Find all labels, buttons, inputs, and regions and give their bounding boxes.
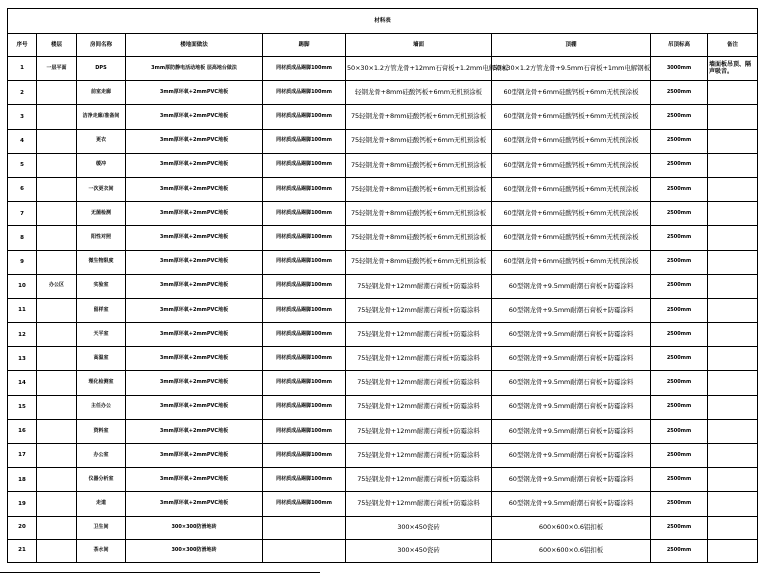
header-base: 踢脚	[263, 34, 346, 57]
cell-floor	[37, 250, 77, 274]
cell-note	[708, 153, 758, 177]
table-body	[8, 57, 758, 563]
cell-height: 2500mm	[651, 444, 708, 468]
cell-room: 理化检测室	[77, 371, 126, 395]
cell-index: 10	[8, 274, 37, 298]
cell-wall: 75轻钢龙骨+8mm硅酸钙板+6mm无机预涂板	[346, 129, 492, 153]
cell-ceiling: 600×600×0.6铝扣板	[492, 539, 651, 562]
cell-height: 2500mm	[651, 298, 708, 322]
cell-wall: 75轻钢龙骨+12mm耐潮石膏板+防霉涂料	[346, 468, 492, 492]
cell-note	[708, 492, 758, 516]
cell-room: 无菌检测	[77, 202, 126, 226]
cell-height: 2500mm	[651, 492, 708, 516]
cell-note	[708, 371, 758, 395]
cell-height: 2500mm	[651, 274, 708, 298]
cell-floor	[37, 153, 77, 177]
cell-floor-finish: 3mm厚环氧+2mmPVC地板	[126, 468, 263, 492]
cell-base: 同材质成品踢脚100mm	[263, 468, 346, 492]
cell-floor-finish: 3mm厚环氧+2mmPVC地板	[126, 153, 263, 177]
cell-floor	[37, 395, 77, 419]
cell-base: 同材质成品踢脚100mm	[263, 81, 346, 105]
table-row	[8, 105, 758, 129]
header-room: 房间名称	[77, 34, 126, 57]
cell-wall: 75轻钢龙骨+12mm耐潮石膏板+防霉涂料	[346, 395, 492, 419]
cell-floor-finish: 3mm厚环氧+2mmPVC地板	[126, 81, 263, 105]
cell-ceiling: 60型钢龙骨+9.5mm耐潮石膏板+防霉涂料	[492, 444, 651, 468]
cell-note	[708, 250, 758, 274]
material-table	[7, 8, 758, 563]
cell-room: 前室走廊	[77, 81, 126, 105]
cell-floor	[37, 516, 77, 539]
cell-floor	[37, 81, 77, 105]
cell-base: 同材质成品踢脚100mm	[263, 274, 346, 298]
table-row	[8, 419, 758, 443]
cell-floor	[37, 129, 77, 153]
header-floor: 楼层	[37, 34, 77, 57]
cell-room: 一次更衣间	[77, 177, 126, 201]
table-row	[8, 539, 758, 562]
table-row	[8, 57, 758, 81]
cell-note	[708, 202, 758, 226]
cell-room: 留样室	[77, 298, 126, 322]
cell-ceiling: 60型钢龙骨+9.5mm耐潮石膏板+防霉涂料	[492, 468, 651, 492]
cell-index: 8	[8, 226, 37, 250]
cell-floor-finish: 3mm厚环氧+2mmPVC地板	[126, 419, 263, 443]
cell-index: 18	[8, 468, 37, 492]
cell-base: 同材质成品踢脚100mm	[263, 323, 346, 347]
cell-ceiling: 60型钢龙骨+6mm硅酸钙板+6mm无机预涂板	[492, 81, 651, 105]
cell-floor	[37, 492, 77, 516]
cell-base: 同材质成品踢脚100mm	[263, 105, 346, 129]
cell-ceiling: 60型钢龙骨+9.5mm耐潮石膏板+防霉涂料	[492, 298, 651, 322]
cell-ceiling: 60型钢龙骨+9.5mm耐潮石膏板+防霉涂料	[492, 274, 651, 298]
cell-ceiling: 60型钢龙骨+9.5mm耐潮石膏板+防霉涂料	[492, 419, 651, 443]
cell-note	[708, 468, 758, 492]
cell-index: 4	[8, 129, 37, 153]
table-row	[8, 516, 758, 539]
cell-floor: 一层平面	[37, 57, 77, 81]
cell-base	[263, 539, 346, 562]
cell-note	[708, 539, 758, 562]
cell-height: 2500mm	[651, 202, 708, 226]
cell-floor-finish: 3mm厚环氧+2mmPVC地板	[126, 492, 263, 516]
cell-wall: 75轻钢龙骨+12mm耐潮石膏板+防霉涂料	[346, 274, 492, 298]
table-row	[8, 371, 758, 395]
cell-wall: 75轻钢龙骨+12mm耐潮石膏板+防霉涂料	[346, 444, 492, 468]
table-row	[8, 347, 758, 371]
cell-room: 微生物限度	[77, 250, 126, 274]
table-row	[8, 202, 758, 226]
cell-floor-finish: 3mm厚环氧+2mmPVC地板	[126, 298, 263, 322]
cell-ceiling: 60型钢龙骨+6mm硅酸钙板+6mm无机预涂板	[492, 129, 651, 153]
cell-wall: 75轻钢龙骨+12mm耐潮石膏板+防霉涂料	[346, 298, 492, 322]
cell-ceiling: 60型钢龙骨+9.5mm耐潮石膏板+防霉涂料	[492, 492, 651, 516]
cell-height: 2500mm	[651, 129, 708, 153]
table-row	[8, 274, 758, 298]
cell-ceiling: 60型钢龙骨+6mm硅酸钙板+6mm无机预涂板	[492, 105, 651, 129]
cell-index: 9	[8, 250, 37, 274]
cell-index: 13	[8, 347, 37, 371]
cell-floor-finish: 3mm厚环氧+2mmPVC地板	[126, 395, 263, 419]
cell-index: 12	[8, 323, 37, 347]
cell-ceiling: 60型钢龙骨+6mm硅酸钙板+6mm无机预涂板	[492, 226, 651, 250]
cell-base: 同材质成品踢脚100mm	[263, 371, 346, 395]
bottom-cut-line	[0, 572, 320, 573]
cell-index: 20	[8, 516, 37, 539]
table-row	[8, 153, 758, 177]
cell-floor-finish: 3mm厚环氧+2mmPVC地板	[126, 105, 263, 129]
cell-floor-finish: 3mm厚环氧+2mmPVC地板	[126, 274, 263, 298]
cell-base: 同材质成品踢脚100mm	[263, 226, 346, 250]
cell-floor	[37, 105, 77, 129]
cell-index: 5	[8, 153, 37, 177]
table-row	[8, 250, 758, 274]
cell-index: 14	[8, 371, 37, 395]
cell-wall: 75轻钢龙骨+12mm耐潮石膏板+防霉涂料	[346, 323, 492, 347]
header-floor-finish: 楼地面做法	[126, 34, 263, 57]
cell-floor-finish: 3mm厚环氧+2mmPVC地板	[126, 444, 263, 468]
cell-floor-finish: 3mm厚环氧+2mmPVC地板	[126, 250, 263, 274]
cell-height: 2500mm	[651, 371, 708, 395]
cell-base: 同材质成品踢脚100mm	[263, 298, 346, 322]
cell-floor	[37, 468, 77, 492]
cell-height: 2500mm	[651, 81, 708, 105]
cell-base: 同材质成品踢脚100mm	[263, 129, 346, 153]
cell-index: 7	[8, 202, 37, 226]
cell-room: 更衣	[77, 129, 126, 153]
cell-height: 2500mm	[651, 419, 708, 443]
cell-wall: 75轻钢龙骨+12mm耐潮石膏板+防霉涂料	[346, 371, 492, 395]
cell-base: 同材质成品踢脚100mm	[263, 492, 346, 516]
cell-floor-finish: 300×300防滑地砖	[126, 516, 263, 539]
cell-ceiling: 60型钢龙骨+6mm硅酸钙板+6mm无机预涂板	[492, 202, 651, 226]
cell-floor	[37, 444, 77, 468]
cell-height: 2500mm	[651, 516, 708, 539]
cell-floor	[37, 419, 77, 443]
cell-index: 3	[8, 105, 37, 129]
cell-room: 缓冲	[77, 153, 126, 177]
cell-base	[263, 516, 346, 539]
cell-wall: 75轻钢龙骨+12mm耐潮石膏板+防霉涂料	[346, 419, 492, 443]
cell-note	[708, 444, 758, 468]
cell-note	[708, 323, 758, 347]
cell-floor	[37, 202, 77, 226]
cell-index: 17	[8, 444, 37, 468]
cell-floor-finish: 3mm厚防静电活动地板 层高地台做法	[126, 57, 263, 81]
cell-note	[708, 105, 758, 129]
cell-floor-finish: 3mm厚环氧+2mmPVC地板	[126, 371, 263, 395]
table-row	[8, 298, 758, 322]
cell-floor	[37, 323, 77, 347]
cell-ceiling: 60型钢龙骨+9.5mm耐潮石膏板+防霉涂料	[492, 347, 651, 371]
cell-room: 走道	[77, 492, 126, 516]
header-wall: 墙面	[346, 34, 492, 57]
cell-ceiling: 60型钢龙骨+6mm硅酸钙板+6mm无机预涂板	[492, 153, 651, 177]
table-row	[8, 129, 758, 153]
table-row	[8, 444, 758, 468]
cell-wall: 300×450瓷砖	[346, 539, 492, 562]
cell-wall: 50×30×1.2方管龙骨+12mm石膏板+1.2mm电解钢板	[346, 57, 492, 81]
cell-wall: 75轻钢龙骨+12mm耐潮石膏板+防霉涂料	[346, 492, 492, 516]
cell-floor	[37, 177, 77, 201]
table-row	[8, 395, 758, 419]
cell-index: 15	[8, 395, 37, 419]
cell-floor-finish: 3mm厚环氧+2mmPVC地板	[126, 323, 263, 347]
cell-index: 1	[8, 57, 37, 81]
cell-note	[708, 226, 758, 250]
cell-floor	[37, 226, 77, 250]
cell-height: 2500mm	[651, 395, 708, 419]
cell-wall: 75轻钢龙骨+8mm硅酸钙板+6mm无机预涂板	[346, 226, 492, 250]
cell-note	[708, 347, 758, 371]
cell-ceiling: 60型钢龙骨+6mm硅酸钙板+6mm无机预涂板	[492, 250, 651, 274]
cell-wall: 轻钢龙骨+8mm硅酸钙板+6mm无机预涂板	[346, 81, 492, 105]
cell-wall: 75轻钢龙骨+12mm耐潮石膏板+防霉涂料	[346, 347, 492, 371]
cell-ceiling: 60型钢龙骨+6mm硅酸钙板+6mm无机预涂板	[492, 177, 651, 201]
table-row	[8, 492, 758, 516]
cell-wall: 75轻钢龙骨+8mm硅酸钙板+6mm无机预涂板	[346, 250, 492, 274]
cell-base: 同材质成品踢脚100mm	[263, 250, 346, 274]
table-row	[8, 177, 758, 201]
cell-room: 天平室	[77, 323, 126, 347]
cell-base: 同材质成品踢脚100mm	[263, 57, 346, 81]
cell-height: 2500mm	[651, 177, 708, 201]
header-height: 吊顶标高	[651, 34, 708, 57]
table-row	[8, 323, 758, 347]
cell-floor-finish: 3mm厚环氧+2mmPVC地板	[126, 202, 263, 226]
cell-note	[708, 516, 758, 539]
cell-room: 实验室	[77, 274, 126, 298]
cell-index: 19	[8, 492, 37, 516]
cell-index: 16	[8, 419, 37, 443]
cell-height: 2500mm	[651, 539, 708, 562]
cell-wall: 75轻钢龙骨+8mm硅酸钙板+6mm无机预涂板	[346, 105, 492, 129]
cell-height: 2500mm	[651, 347, 708, 371]
cell-ceiling: 50×30×1.2方管龙骨+9.5mm石膏板+1mm电解钢板	[492, 57, 651, 81]
cell-base: 同材质成品踢脚100mm	[263, 347, 346, 371]
cell-floor	[37, 298, 77, 322]
cell-wall: 75轻钢龙骨+8mm硅酸钙板+6mm无机预涂板	[346, 177, 492, 201]
cell-room: DPS	[77, 57, 126, 81]
table-title: 材料表	[8, 9, 758, 34]
cell-height: 2500mm	[651, 153, 708, 177]
cell-base: 同材质成品踢脚100mm	[263, 202, 346, 226]
cell-room: 洁净走廊/准备间	[77, 105, 126, 129]
cell-floor	[37, 539, 77, 562]
cell-height: 2500mm	[651, 323, 708, 347]
cell-height: 2500mm	[651, 468, 708, 492]
cell-ceiling: 60型钢龙骨+9.5mm耐潮石膏板+防霉涂料	[492, 371, 651, 395]
material-schedule	[7, 8, 757, 563]
cell-note	[708, 419, 758, 443]
cell-room: 阳性对照	[77, 226, 126, 250]
cell-note	[708, 81, 758, 105]
cell-index: 21	[8, 539, 37, 562]
cell-wall: 75轻钢龙骨+8mm硅酸钙板+6mm无机预涂板	[346, 202, 492, 226]
table-row	[8, 226, 758, 250]
cell-index: 2	[8, 81, 37, 105]
cell-base: 同材质成品踢脚100mm	[263, 395, 346, 419]
header-row	[8, 34, 758, 57]
cell-room: 茶水间	[77, 539, 126, 562]
header-note: 备注	[708, 34, 758, 57]
cell-room: 资料室	[77, 419, 126, 443]
cell-floor-finish: 300×300防滑地砖	[126, 539, 263, 562]
cell-base: 同材质成品踢脚100mm	[263, 419, 346, 443]
cell-floor-finish: 3mm厚环氧+2mmPVC地板	[126, 177, 263, 201]
cell-index: 6	[8, 177, 37, 201]
cell-floor-finish: 3mm厚环氧+2mmPVC地板	[126, 129, 263, 153]
cell-floor: 办公区	[37, 274, 77, 298]
cell-index: 11	[8, 298, 37, 322]
cell-ceiling: 600×600×0.6铝扣板	[492, 516, 651, 539]
cell-room: 主任办公	[77, 395, 126, 419]
cell-room: 高温室	[77, 347, 126, 371]
cell-height: 3000mm	[651, 57, 708, 81]
cell-height: 2500mm	[651, 105, 708, 129]
cell-note	[708, 298, 758, 322]
cell-note	[708, 395, 758, 419]
cell-floor	[37, 371, 77, 395]
cell-base: 同材质成品踢脚100mm	[263, 177, 346, 201]
cell-room: 卫生间	[77, 516, 126, 539]
cell-room: 仪器分析室	[77, 468, 126, 492]
cell-ceiling: 60型钢龙骨+9.5mm耐潮石膏板+防霉涂料	[492, 323, 651, 347]
cell-floor-finish: 3mm厚环氧+2mmPVC地板	[126, 226, 263, 250]
cell-room: 办公室	[77, 444, 126, 468]
cell-ceiling: 60型钢龙骨+9.5mm耐潮石膏板+防霉涂料	[492, 395, 651, 419]
cell-note	[708, 274, 758, 298]
cell-height: 2500mm	[651, 226, 708, 250]
cell-floor	[37, 347, 77, 371]
header-index: 序号	[8, 34, 37, 57]
cell-wall: 300×450瓷砖	[346, 516, 492, 539]
cell-height: 2500mm	[651, 250, 708, 274]
cell-wall: 75轻钢龙骨+8mm硅酸钙板+6mm无机预涂板	[346, 153, 492, 177]
table-row	[8, 81, 758, 105]
cell-base: 同材质成品踢脚100mm	[263, 153, 346, 177]
cell-note	[708, 177, 758, 201]
cell-note	[708, 129, 758, 153]
header-ceiling: 顶棚	[492, 34, 651, 57]
cell-note: 墙面板吊顶、隔声吸音。	[708, 57, 758, 81]
cell-floor-finish: 3mm厚环氧+2mmPVC地板	[126, 347, 263, 371]
table-row	[8, 468, 758, 492]
cell-base: 同材质成品踢脚100mm	[263, 444, 346, 468]
